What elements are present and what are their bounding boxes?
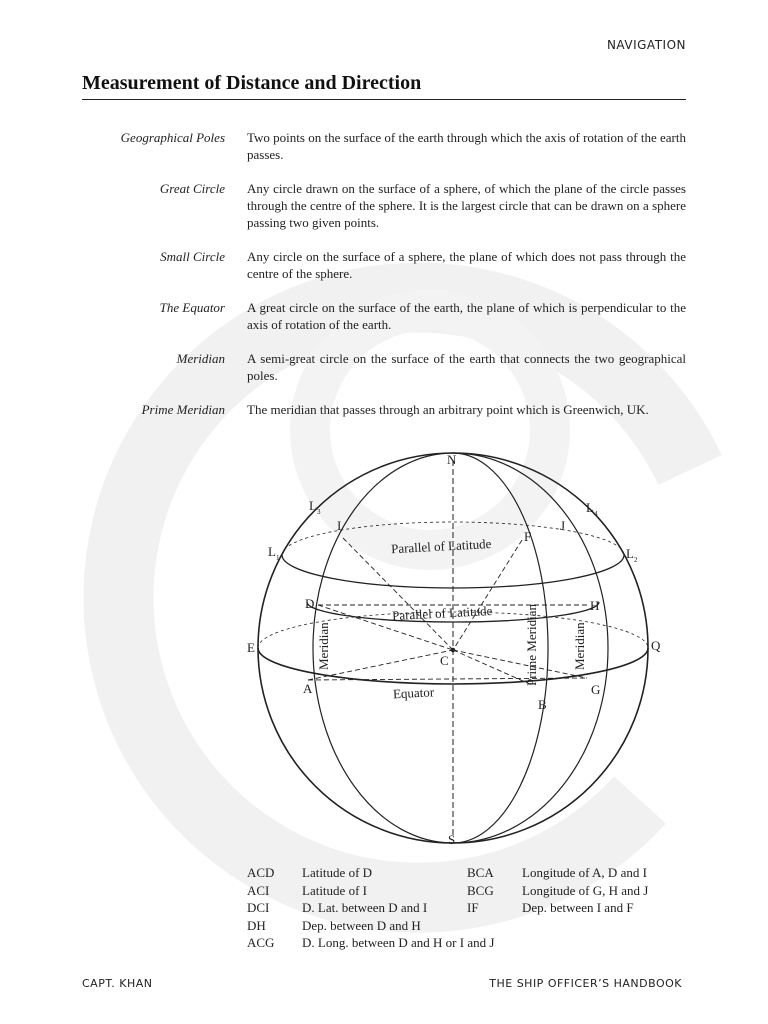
definition-text: The meridian that passes through an arbitrary point which is Greenwich, UK.	[247, 402, 649, 417]
legend-row	[247, 917, 687, 935]
definition-text: A great circle on the surface of the earth, the plane of which is perpendicular to the axis of rotation of the earth.	[247, 300, 686, 332]
definition-text: Two points on the surface of the earth through which the axis of rotation of the earth passes.	[247, 130, 686, 162]
definition-row	[82, 180, 686, 231]
label-d: D	[305, 596, 315, 611]
equator-label: Equator	[392, 684, 435, 702]
label-l4: $L_4$	[586, 500, 598, 518]
title-divider	[82, 99, 686, 100]
definition-row	[82, 129, 686, 163]
definition-text: A semi-great circle on the surface of the earth that connects the two geographical poles.	[247, 351, 686, 383]
definition-row	[82, 401, 686, 418]
meridian-left-label: Meridian	[316, 622, 331, 670]
label-b: B	[538, 697, 547, 712]
definition-term: Great Circle	[159, 181, 225, 196]
definition-text: Any circle drawn on the surface of a sphere, of which the plane of the circle passes through the centre of the sphere. It is the largest circle that can be drawn on a sphere passing two given points.	[247, 181, 686, 230]
legend-abbr: ACD	[247, 865, 275, 880]
centre-point	[451, 648, 455, 652]
label-l3: $L_3$	[309, 498, 321, 516]
label-l2: $L_2$	[626, 546, 638, 564]
label-i: I	[337, 518, 342, 533]
definition-term: The Equator	[159, 300, 225, 315]
section-header: NAVIGATION	[606, 38, 686, 52]
legend-desc: Latitude of D	[302, 865, 373, 880]
legend-row	[247, 864, 687, 882]
label-g: G	[591, 682, 601, 697]
legend-abbr: DCI	[247, 900, 270, 915]
definition-text: Any circle on the surface of a sphere, the plane of which does not pass through the centre of the sphere.	[247, 249, 686, 281]
definition-row	[82, 299, 686, 333]
label-l1: $L_1$	[268, 544, 280, 562]
parallel-lower-label: Parallel of Latitude	[391, 602, 493, 624]
legend-desc: D. Long. between D and H or I and J	[302, 935, 495, 950]
footer-book-title: THE SHIP OFFICER’S HANDBOOK	[489, 977, 682, 990]
legend-row	[247, 934, 687, 952]
legend-row	[247, 899, 687, 917]
prime-meridian-label: Prime Meridian	[524, 604, 539, 686]
footer-author: CAPT. KHAN	[82, 977, 153, 990]
diagram-legend	[247, 864, 687, 952]
legend-desc: Dep. between I and F	[522, 900, 634, 915]
label-c: C	[440, 653, 449, 668]
definition-row	[82, 350, 686, 384]
label-h: H	[590, 598, 600, 613]
definition-term: Prime Meridian	[141, 402, 225, 417]
legend-desc: Dep. between D and H	[302, 917, 421, 933]
legend-abbr: ACI	[247, 882, 270, 898]
label-q: Q	[651, 638, 660, 653]
legend-desc: Longitude of A, D and I	[522, 865, 647, 880]
left-meridian	[313, 453, 453, 843]
legend-abbr: BCA	[467, 865, 494, 880]
legend-abbr: DH	[247, 917, 266, 933]
parallel-upper-label: Parallel of Latitude	[390, 536, 492, 557]
meridian-right-label: Meridian	[572, 622, 587, 670]
label-n: N	[447, 452, 457, 467]
page-title: Measurement of Distance and Direction	[82, 72, 422, 94]
definition-row	[82, 248, 686, 282]
definition-term: Small Circle	[160, 249, 225, 264]
legend-abbr: IF	[467, 900, 479, 915]
legend-desc: Longitude of G, H and J	[522, 882, 649, 898]
label-e: E	[247, 640, 255, 655]
legend-abbr: BCG	[467, 882, 494, 898]
label-f: F	[524, 529, 532, 544]
label-s: S	[448, 832, 456, 847]
legend-row	[247, 882, 687, 900]
definition-term: Meridian	[176, 351, 225, 366]
label-j: J	[560, 518, 566, 533]
definitions-list	[82, 129, 686, 435]
definition-term: Geographical Poles	[120, 130, 225, 145]
globe-diagram	[240, 450, 660, 850]
legend-desc: D. Lat. between D and I	[302, 900, 428, 915]
label-a: A	[303, 681, 313, 696]
legend-desc: Latitude of I	[302, 882, 367, 898]
legend-abbr: ACG	[247, 935, 275, 950]
